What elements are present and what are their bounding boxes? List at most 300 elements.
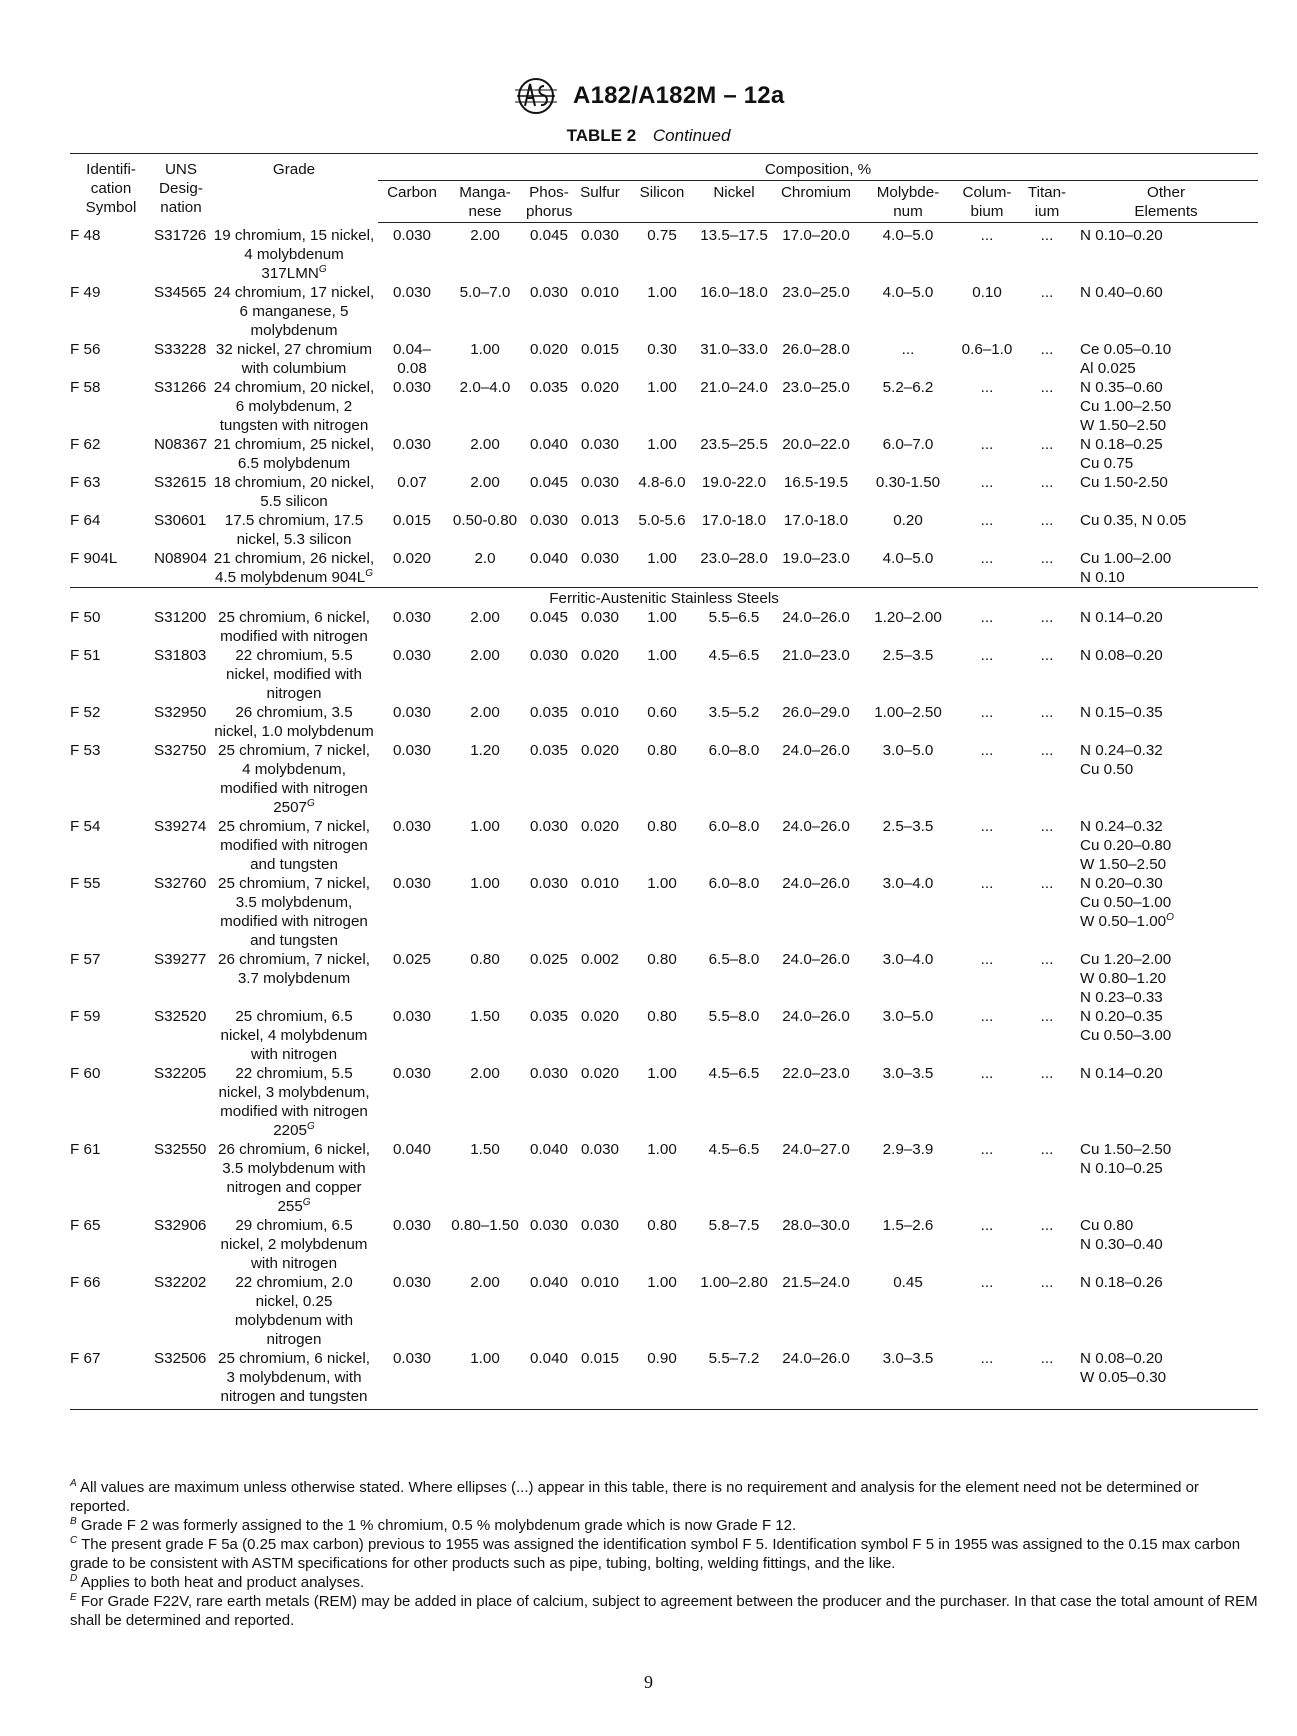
cell-phosphorus: 0.030	[529, 646, 568, 664]
page-number: 9	[644, 1672, 653, 1692]
grade-text: 22 chromium, 2.0 nickel, 0.25 molybdenum with nitrogen	[234, 1273, 354, 1348]
col-sulfur: Sulfur	[574, 181, 626, 223]
cell-uns: S39274	[154, 817, 207, 835]
col-nickel: Nickel	[698, 181, 770, 223]
other-element-line: N 0.30–0.40	[1080, 1235, 1163, 1253]
cell-grade	[210, 874, 378, 950]
cell-grade	[210, 646, 378, 703]
cell-chromium: 26.0–29.0	[782, 703, 850, 721]
table-row	[70, 378, 1258, 435]
grade-text: 25 chromium, 7 nickel, modified with nitrogen and tungsten	[218, 817, 370, 873]
cell-phosphorus: 0.040	[524, 1349, 574, 1410]
cell-molybdenum: 3.0–5.0	[882, 741, 934, 759]
cell-silicon: 1.00	[647, 1273, 677, 1291]
cell-manganese: 2.00	[470, 1064, 500, 1082]
cell-grade	[210, 549, 378, 588]
table-row	[70, 817, 1258, 874]
other-element-line: Cu 0.75	[1080, 454, 1134, 472]
cell-columbium: ...	[980, 1216, 994, 1234]
cell-nickel: 4.5–6.5	[708, 1064, 760, 1082]
cell-uns: N08367	[154, 435, 208, 453]
cell-sulfur: 0.010	[580, 1273, 619, 1291]
table-row	[70, 435, 1258, 473]
cell-titanium: ...	[1040, 1007, 1054, 1025]
cell-uns: S32950	[154, 703, 207, 721]
table-label: TABLE 2	[566, 126, 637, 145]
col-composition: Composition, %	[378, 154, 1258, 181]
footnote-mark: E	[70, 1592, 77, 1603]
cell-silicon: 1.00	[647, 874, 677, 892]
cell-sulfur: 0.010	[580, 703, 619, 721]
cell-carbon: 0.030	[392, 1216, 431, 1234]
cell-grade	[210, 1273, 378, 1349]
cell-uns: S32520	[154, 1007, 207, 1025]
cell-phosphorus: 0.030	[529, 817, 568, 835]
composition-table	[70, 153, 1258, 1410]
cell-chromium: 20.0–22.0	[782, 435, 850, 453]
cell-chromium: 16.5-19.5	[783, 473, 849, 491]
grade-text: 21 chromium, 25 nickel, 6.5 molybdenum	[213, 435, 375, 472]
cell-id-symbol: F 64	[70, 511, 101, 529]
cell-columbium: ...	[980, 549, 994, 567]
cell-columbium: ...	[980, 741, 994, 759]
cell-titanium: ...	[1040, 1064, 1054, 1082]
cell-phosphorus: 0.040	[529, 549, 568, 567]
cell-uns: S32202	[154, 1273, 207, 1291]
cell-chromium: 24.0–26.0	[782, 608, 850, 626]
cell-silicon: 0.90	[626, 1349, 698, 1410]
cell-manganese: 1.00	[470, 817, 500, 835]
cell-carbon: 0.030	[392, 1007, 431, 1025]
cell-silicon: 1.00	[647, 646, 677, 664]
cell-columbium: ...	[980, 378, 994, 396]
cell-uns: S34565	[154, 283, 207, 301]
cell-other-elements	[1074, 283, 1258, 340]
cell-uns: S30601	[154, 511, 207, 529]
cell-silicon: 1.00	[647, 283, 677, 301]
table-row	[70, 950, 1258, 1007]
grade-text: 22 chromium, 5.5 nickel, 3 molybdenum, modified with nitrogen 2205	[218, 1064, 370, 1139]
cell-id-symbol: F 56	[70, 340, 101, 358]
cell-nickel: 17.0-18.0	[701, 511, 767, 529]
cell-columbium: ...	[980, 1007, 994, 1025]
cell-carbon: 0.030	[392, 227, 431, 244]
other-element-line: N 0.20–0.35	[1080, 1007, 1163, 1025]
cell-phosphorus: 0.035	[529, 378, 568, 396]
cell-uns: S32506	[152, 1349, 210, 1410]
cell-grade	[210, 511, 378, 549]
cell-id-symbol: F 67	[70, 1349, 152, 1410]
other-element-line: Cu 1.00–2.00	[1080, 549, 1172, 567]
cell-other-elements	[1074, 511, 1258, 549]
cell-titanium: ...	[1040, 435, 1054, 453]
cell-molybdenum: 0.45	[893, 1273, 923, 1291]
cell-other-elements	[1074, 608, 1258, 646]
cell-chromium: 23.0–25.0	[782, 283, 850, 301]
cell-columbium: ...	[980, 435, 994, 453]
cell-manganese: 0.80–1.50	[451, 1216, 519, 1234]
cell-titanium: ...	[1040, 703, 1054, 721]
other-element-line: Cu 1.00–2.50	[1080, 397, 1172, 415]
cell-carbon: 0.020	[392, 549, 431, 567]
cell-manganese: 1.00	[470, 874, 500, 892]
cell-chromium: 24.0–27.0	[782, 1140, 850, 1158]
cell-molybdenum: 3.0–4.0	[882, 874, 934, 892]
table-row	[70, 223, 1258, 283]
cell-other-elements	[1074, 741, 1258, 817]
cell-silicon: 0.80	[647, 1007, 677, 1025]
cell-titanium: ...	[1040, 549, 1054, 567]
cell-uns: S31200	[154, 608, 207, 626]
cell-uns: S32906	[154, 1216, 207, 1234]
grade-text: 19 chromium, 15 nickel, 4 molybdenum 317LMN	[213, 226, 375, 282]
cell-id-symbol: F 62	[70, 435, 101, 453]
col-phosphorus: Phos- phorus	[524, 181, 574, 223]
astm-logo-icon	[513, 76, 559, 116]
table-row	[70, 1349, 1258, 1410]
cell-id-symbol: F 57	[70, 950, 101, 968]
cell-columbium: ...	[980, 817, 994, 835]
table-row	[70, 1273, 1258, 1349]
cell-molybdenum: 2.5–3.5	[882, 817, 934, 835]
footnote-mark: B	[70, 1516, 77, 1527]
cell-manganese: 2.00	[470, 703, 500, 721]
grade-text: 26 chromium, 3.5 nickel, 1.0 molybdenum	[214, 703, 374, 740]
other-element-line: N 0.08–0.20	[1080, 646, 1163, 664]
cell-carbon: 0.04–0.08	[392, 340, 431, 377]
cell-other-elements	[1074, 378, 1258, 435]
other-element-line: W 0.05–0.30	[1080, 1368, 1167, 1386]
cell-chromium: 23.0–25.0	[782, 378, 850, 396]
cell-titanium: ...	[1040, 646, 1054, 664]
col-other: Other Elements	[1074, 181, 1258, 223]
cell-carbon: 0.015	[392, 511, 431, 529]
cell-carbon: 0.030	[392, 646, 431, 664]
cell-carbon: 0.030	[392, 435, 431, 453]
other-element-line: W 1.50–2.50	[1080, 416, 1167, 434]
cell-id-symbol: F 61	[70, 1140, 101, 1158]
page-header	[0, 76, 1297, 116]
cell-other-elements	[1074, 473, 1258, 511]
cell-id-symbol: F 49	[70, 283, 101, 301]
cell-id-symbol: F 59	[70, 1007, 101, 1025]
cell-sulfur: 0.030	[580, 1216, 619, 1234]
table-row	[70, 741, 1258, 817]
cell-phosphorus: 0.030	[529, 283, 568, 301]
cell-grade	[210, 1140, 378, 1216]
cell-other-elements	[1074, 435, 1258, 473]
cell-titanium: ...	[1040, 741, 1054, 759]
cell-nickel: 4.5–6.5	[708, 1140, 760, 1158]
other-element-line: Cu 1.50-2.50	[1080, 473, 1168, 491]
col-uns: UNS Desig- nation	[152, 154, 210, 223]
grade-footnote-mark: G	[302, 1196, 311, 1208]
cell-nickel: 5.5–6.5	[708, 608, 760, 626]
cell-molybdenum: 3.0–3.5	[882, 1064, 934, 1082]
grade-text: 25 chromium, 7 nickel, 4 molybdenum, modified with nitrogen 2507	[218, 741, 370, 816]
cell-id-symbol: F 54	[70, 817, 101, 835]
cell-other-elements	[1074, 817, 1258, 874]
table-row	[70, 1140, 1258, 1216]
cell-silicon: 0.80	[647, 950, 677, 968]
cell-titanium: ...	[1040, 1140, 1054, 1158]
cell-titanium: ...	[1040, 1216, 1054, 1234]
col-titanium: Titan- ium	[1020, 181, 1074, 223]
cell-columbium: ...	[980, 511, 994, 529]
cell-columbium: ...	[980, 1064, 994, 1082]
cell-silicon: 0.80	[647, 1216, 677, 1234]
grade-footnote-mark: G	[307, 797, 315, 809]
cell-molybdenum: 3.0–5.0	[882, 1007, 934, 1025]
cell-columbium: ...	[980, 950, 994, 968]
cell-nickel: 5.5–8.0	[708, 1007, 760, 1025]
grade-text: 24 chromium, 20 nickel, 6 molybdenum, 2 tungsten with nitrogen	[213, 378, 375, 434]
cell-carbon: 0.030	[392, 608, 431, 626]
cell-sulfur: 0.020	[580, 741, 619, 759]
footnote-text: The present grade F 5a (0.25 max carbon) previous to 1955 was assigned the identification symbol F 5. Identification symbol F 5 in 1955 was assigned to the 0.15 max carbon grade to be consistent with ASTM specifications for other products such as pipe, tubing, bolting, welding fittings, and the like.	[70, 1536, 1241, 1572]
cell-manganese: 2.00	[470, 227, 500, 244]
cell-uns: S32205	[154, 1064, 207, 1082]
cell-sulfur: 0.030	[580, 608, 619, 626]
cell-molybdenum: 3.0–4.0	[882, 950, 934, 968]
cell-manganese: 2.00	[470, 646, 500, 664]
cell-chromium: 24.0–26.0	[782, 950, 850, 968]
cell-phosphorus: 0.040	[529, 435, 568, 453]
cell-nickel: 31.0–33.0	[700, 340, 768, 358]
table-row	[70, 340, 1258, 378]
grade-text: 26 chromium, 7 nickel, 3.7 molybdenum	[218, 950, 370, 987]
cell-grade	[210, 223, 378, 283]
cell-sulfur: 0.020	[580, 817, 619, 835]
cell-uns: S31266	[154, 378, 207, 396]
table-row	[70, 1064, 1258, 1140]
cell-sulfur: 0.020	[580, 646, 619, 664]
cell-nickel: 3.5–5.2	[708, 703, 760, 721]
cell-chromium: 19.0–23.0	[782, 549, 850, 567]
cell-nickel: 13.5–17.5	[700, 227, 768, 244]
cell-manganese: 2.00	[470, 608, 500, 626]
col-columbium: Colum- bium	[954, 181, 1020, 223]
cell-silicon: 1.00	[647, 549, 677, 567]
cell-phosphorus: 0.035	[529, 703, 568, 721]
cell-columbium: ...	[980, 1140, 994, 1158]
table-row	[70, 283, 1258, 340]
cell-silicon: 1.00	[647, 435, 677, 453]
cell-nickel: 19.0-22.0	[701, 473, 767, 491]
table-caption	[0, 126, 1297, 146]
cell-phosphorus: 0.040	[529, 1273, 568, 1291]
cell-other-elements	[1074, 1007, 1258, 1064]
other-element-line: N 0.35–0.60	[1080, 378, 1163, 396]
cell-sulfur: 0.030	[580, 227, 619, 244]
cell-chromium: 24.0–26.0	[782, 741, 850, 759]
cell-silicon: 0.80	[647, 741, 677, 759]
cell-manganese: 2.0	[474, 549, 496, 567]
cell-silicon: 0.75	[647, 227, 677, 244]
cell-silicon: 1.00	[647, 1064, 677, 1082]
cell-nickel: 23.5–25.5	[700, 435, 768, 453]
cell-grade	[210, 817, 378, 874]
cell-grade	[210, 608, 378, 646]
footnote	[70, 1478, 1258, 1516]
table-row	[70, 549, 1258, 588]
cell-columbium: ...	[980, 703, 994, 721]
col-silicon: Silicon	[626, 181, 698, 223]
cell-columbium: ...	[980, 1273, 994, 1291]
col-molybdenum: Molybde- num	[862, 181, 954, 223]
cell-silicon: 1.00	[647, 378, 677, 396]
cell-titanium: ...	[1040, 950, 1054, 968]
other-element-line: N 0.14–0.20	[1080, 1064, 1163, 1082]
cell-other-elements	[1074, 223, 1258, 283]
table-row	[70, 608, 1258, 646]
table-row	[70, 511, 1258, 549]
cell-molybdenum: 3.0–3.5	[862, 1349, 954, 1410]
other-element-line: Cu 1.20–2.00	[1080, 950, 1172, 968]
other-element-line: N 0.15–0.35	[1080, 703, 1163, 721]
cell-id-symbol: F 63	[70, 473, 101, 491]
grade-text: 25 chromium, 6 nickel, 3 molybdenum, with nitrogen and tungsten	[218, 1349, 370, 1405]
cell-carbon: 0.025	[392, 950, 431, 968]
cell-titanium: ...	[1040, 1273, 1054, 1291]
cell-molybdenum: ...	[901, 340, 915, 358]
footnote	[70, 1573, 1258, 1592]
table-row	[70, 703, 1258, 741]
other-element-line: Cu 1.50–2.50	[1080, 1140, 1172, 1158]
cell-molybdenum: 6.0–7.0	[882, 435, 934, 453]
cell-nickel: 21.0–24.0	[700, 378, 768, 396]
cell-sulfur: 0.002	[580, 950, 619, 968]
cell-columbium: ...	[980, 227, 994, 244]
cell-uns: S32550	[154, 1140, 207, 1158]
cell-grade	[210, 283, 378, 340]
cell-nickel: 16.0–18.0	[700, 283, 768, 301]
section-title: Ferritic-Austenitic Stainless Steels	[70, 587, 1258, 608]
cell-uns: S32615	[154, 473, 207, 491]
cell-other-elements	[1074, 1216, 1258, 1273]
other-element-line: Ce 0.05–0.10	[1080, 340, 1172, 358]
cell-titanium: ...	[1040, 473, 1054, 491]
cell-uns: S39277	[154, 950, 207, 968]
other-element-line: N 0.40–0.60	[1080, 283, 1163, 301]
table-body	[70, 223, 1258, 1410]
cell-phosphorus: 0.045	[529, 227, 568, 244]
cell-id-symbol: F 51	[70, 646, 101, 664]
other-element-line: Al 0.025	[1080, 359, 1136, 377]
cell-carbon: 0.030	[392, 817, 431, 835]
footnote-text: For Grade F22V, rare earth metals (REM) may be added in place of calcium, subject to agreement between the producer and the purchaser. In that case the total amount of REM shall be determined and reported.	[70, 1593, 1258, 1629]
cell-manganese: 1.50	[470, 1007, 500, 1025]
cell-grade	[210, 1216, 378, 1273]
other-element-line: N 0.18–0.26	[1080, 1273, 1163, 1291]
cell-silicon: 1.00	[647, 1140, 677, 1158]
grade-text: 26 chromium, 6 nickel, 3.5 molybdenum with nitrogen and copper 255	[218, 1140, 370, 1215]
cell-chromium: 22.0–23.0	[782, 1064, 850, 1082]
cell-grade	[210, 1349, 378, 1410]
cell-chromium: 21.0–23.0	[782, 646, 850, 664]
cell-nickel: 6.0–8.0	[708, 874, 760, 892]
cell-manganese: 1.00	[470, 340, 500, 358]
cell-uns: S33228	[154, 340, 207, 358]
cell-silicon: 5.0-5.6	[638, 511, 686, 529]
other-element-line: N 0.18–0.25	[1080, 435, 1163, 453]
grade-footnote-mark: G	[318, 263, 327, 275]
cell-nickel: 6.0–8.0	[708, 817, 760, 835]
cell-carbon: 0.030	[392, 1273, 431, 1291]
other-element-line: N 0.24–0.32	[1080, 741, 1163, 759]
cell-phosphorus: 0.035	[529, 741, 568, 759]
cell-manganese: 2.00	[470, 1273, 500, 1291]
footnote-text: Grade F 2 was formerly assigned to the 1 % chromium, 0.5 % molybdenum grade which is now Grade F 12.	[80, 1517, 797, 1534]
cell-molybdenum: 5.2–6.2	[882, 378, 934, 396]
cell-other-elements	[1074, 1064, 1258, 1140]
cell-manganese: 0.80	[470, 950, 500, 968]
cell-other-elements	[1074, 646, 1258, 703]
cell-molybdenum: 4.0–5.0	[882, 283, 934, 301]
other-element-line: N 0.20–0.30	[1080, 874, 1163, 892]
footnote-mark: D	[70, 1573, 78, 1584]
cell-carbon: 0.030	[378, 1349, 446, 1410]
table-row	[70, 874, 1258, 950]
cell-chromium: 17.0-18.0	[783, 511, 849, 529]
cell-uns: S31726	[154, 226, 207, 244]
table-row	[70, 646, 1258, 703]
cell-titanium: ...	[1020, 1349, 1074, 1410]
cell-manganese: 1.00	[446, 1349, 524, 1410]
cell-uns: N08904	[154, 549, 208, 567]
cell-chromium: 24.0–26.0	[770, 1349, 862, 1410]
grade-footnote-mark: G	[365, 567, 374, 579]
grade-text: 25 chromium, 7 nickel, 3.5 molybdenum, modified with nitrogen and tungsten	[218, 874, 370, 949]
cell-silicon: 1.00	[647, 608, 677, 626]
cell-grade	[210, 950, 378, 1007]
cell-other-elements	[1074, 703, 1258, 741]
cell-id-symbol: F 55	[70, 874, 101, 892]
col-grade: Grade	[210, 154, 378, 223]
grade-text: 24 chromium, 17 nickel, 6 manganese, 5 molybdenum	[213, 283, 375, 339]
cell-titanium: ...	[1040, 511, 1054, 529]
grade-text: 25 chromium, 6.5 nickel, 4 molybdenum with nitrogen	[220, 1007, 368, 1063]
cell-uns: S32750	[154, 741, 207, 759]
other-element-line: Cu 0.35, N 0.05	[1080, 511, 1187, 529]
cell-molybdenum: 1.20–2.00	[874, 608, 942, 626]
cell-grade	[210, 473, 378, 511]
other-element-line: W 0.50–1.00	[1080, 912, 1167, 930]
grade-text: 25 chromium, 6 nickel, modified with nitrogen	[218, 608, 370, 645]
cell-carbon: 0.030	[392, 874, 431, 892]
cell-other-elements	[1074, 1273, 1258, 1349]
cell-chromium: 26.0–28.0	[782, 340, 850, 358]
cell-id-symbol: F 60	[70, 1064, 101, 1082]
cell-silicon: 0.30	[647, 340, 677, 358]
cell-titanium: ...	[1040, 340, 1054, 358]
cell-id-symbol: F 58	[70, 378, 101, 396]
other-footnote-mark: O	[1166, 911, 1174, 923]
cell-id-symbol: F 904L	[70, 549, 118, 567]
cell-manganese: 2.00	[470, 435, 500, 453]
cell-columbium: 0.6–1.0	[961, 340, 1013, 358]
table-continued: Continued	[652, 126, 731, 145]
cell-other-elements	[1074, 1349, 1258, 1410]
cell-manganese: 1.50	[470, 1140, 500, 1158]
table-row	[70, 473, 1258, 511]
cell-carbon: 0.040	[392, 1140, 431, 1158]
cell-other-elements	[1074, 1140, 1258, 1216]
cell-nickel: 1.00–2.80	[700, 1273, 768, 1291]
cell-sulfur: 0.030	[580, 549, 619, 567]
col-manganese: Manga- nese	[446, 181, 524, 223]
cell-silicon: 0.60	[647, 703, 677, 721]
